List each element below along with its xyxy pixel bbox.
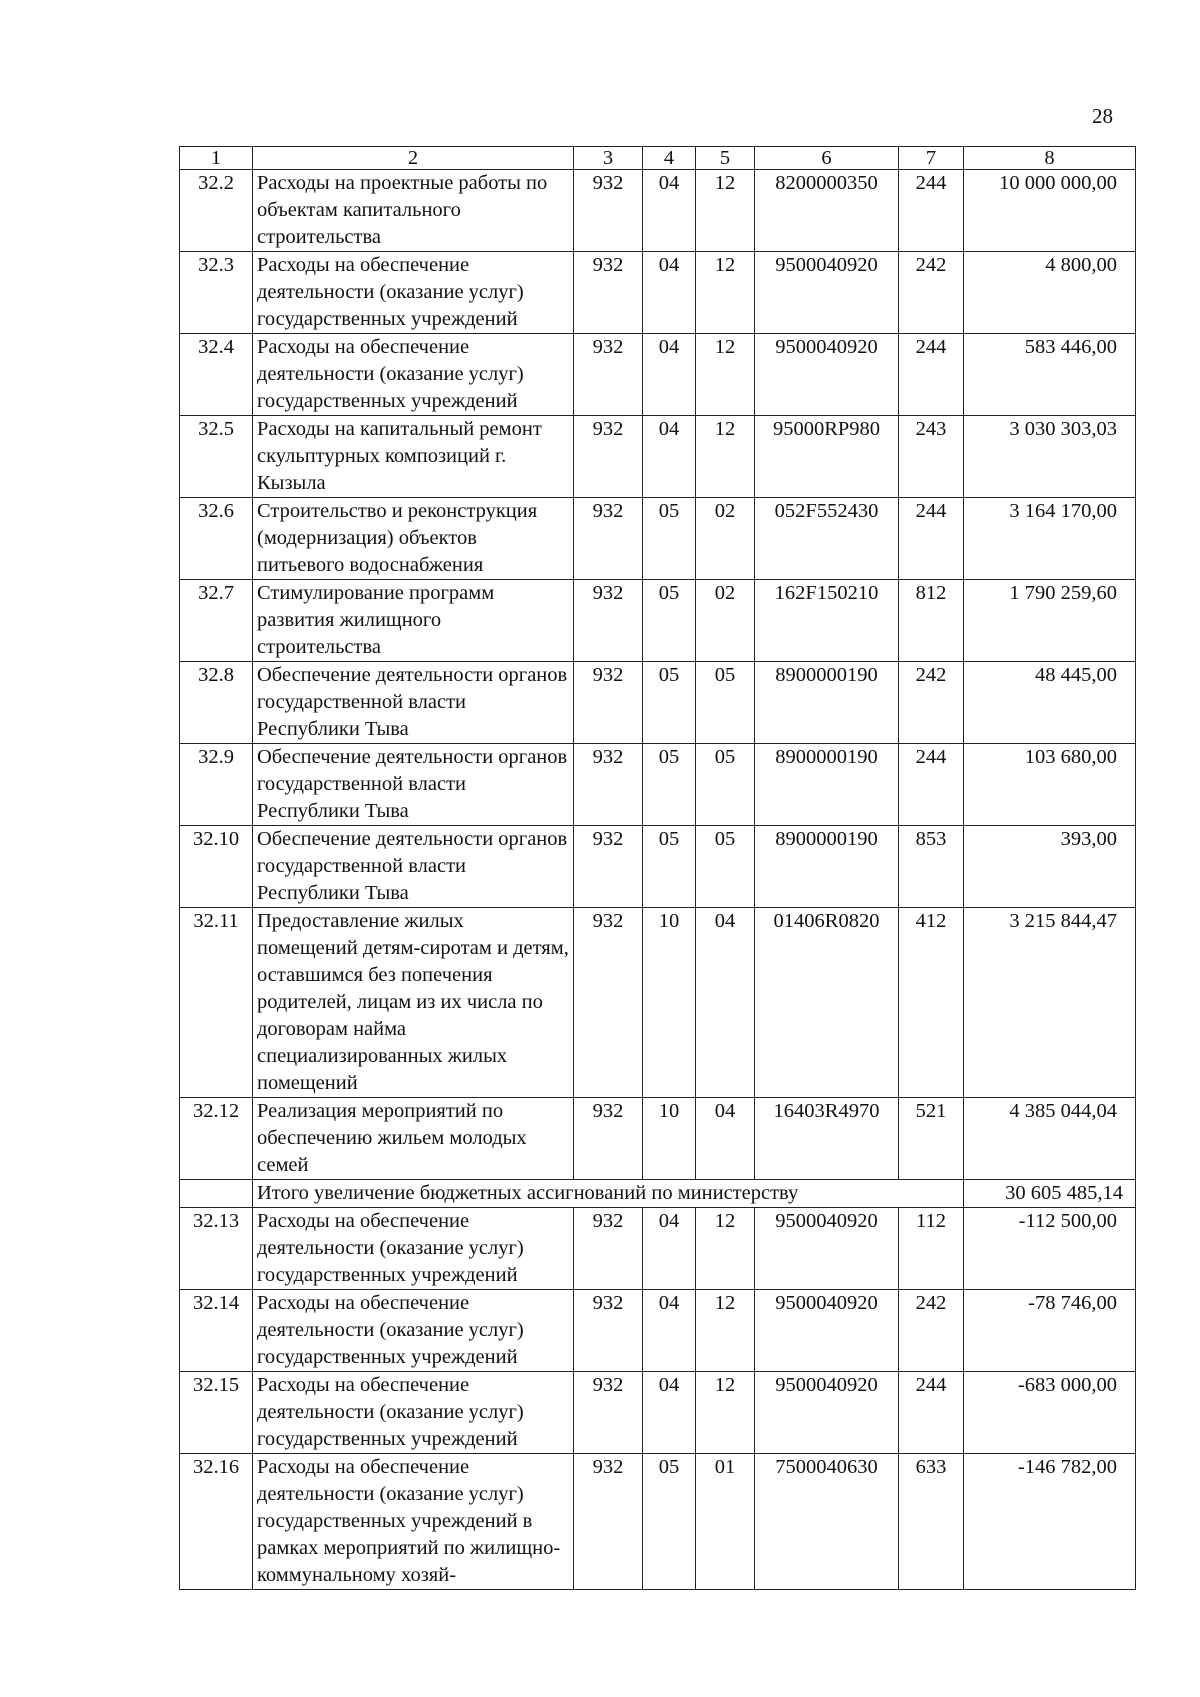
expense-name-cell: Расходы на обеспечение деятельности (оказание услуг) государственных учреждений [253,252,574,334]
row-number-cell: 32.4 [180,334,253,416]
expense-type-cell: 244 [899,334,964,416]
ministry-code-cell: 932 [574,1454,643,1590]
ministry-code-cell: 932 [574,580,643,662]
table-row [180,744,1136,826]
column-header: 1 [180,147,253,170]
expense-name-cell: Обеспечение деятельности органов государственной власти Республики Тыва [253,744,574,826]
section-code-cell: 04 [643,170,696,252]
subsection-code-cell: 05 [696,826,755,908]
ministry-code-cell: 932 [574,826,643,908]
target-article-cell: 9500040920 [755,1208,899,1290]
amount-cell: 4 385 044,04 [964,1098,1136,1180]
amount-cell: 103 680,00 [964,744,1136,826]
target-article-cell: 9500040920 [755,252,899,334]
row-number-cell: 32.14 [180,1290,253,1372]
row-number-cell: 32.3 [180,252,253,334]
expense-type-cell: 633 [899,1454,964,1590]
table-row [180,498,1136,580]
column-header: 2 [253,147,574,170]
subsection-code-cell: 04 [696,1098,755,1180]
expense-type-cell: 244 [899,1372,964,1454]
expense-name-cell: Расходы на обеспечение деятельности (оказание услуг) государственных учреждений [253,334,574,416]
amount-cell: 10 000 000,00 [964,170,1136,252]
page-number: 28 [1092,104,1113,128]
amount-cell: 4 800,00 [964,252,1136,334]
expense-name-cell: Обеспечение деятельности органов государственной власти Республики Тыва [253,662,574,744]
target-article-cell: 7500040630 [755,1454,899,1590]
table-row [180,662,1136,744]
ministry-code-cell: 932 [574,744,643,826]
subsection-code-cell: 12 [696,170,755,252]
target-article-cell: 16403R4970 [755,1098,899,1180]
ministry-code-cell: 932 [574,1098,643,1180]
expense-name-cell: Расходы на капитальный ремонт скульптурных композиций г. Кызыла [253,416,574,498]
expense-type-cell: 853 [899,826,964,908]
section-code-cell: 04 [643,416,696,498]
table-row [180,1290,1136,1372]
table-body [180,147,1136,1590]
expense-type-cell: 412 [899,908,964,1098]
column-header: 7 [899,147,964,170]
table-row [180,252,1136,334]
table-row [180,170,1136,252]
table-row [180,1372,1136,1454]
expense-type-cell: 242 [899,662,964,744]
amount-cell: -683 000,00 [964,1372,1136,1454]
column-header: 3 [574,147,643,170]
expense-name-cell: Расходы на обеспечение деятельности (оказание услуг) государственных учреждений в рамках мероприятий по жилищно-коммунальному хозяй- [253,1454,574,1590]
target-article-cell: 9500040920 [755,334,899,416]
subsection-code-cell: 12 [696,1372,755,1454]
section-code-cell: 10 [643,908,696,1098]
table-row [180,908,1136,1098]
expense-type-cell: 242 [899,1290,964,1372]
expense-type-cell: 242 [899,252,964,334]
ministry-code-cell: 932 [574,252,643,334]
target-article-cell: 8900000190 [755,744,899,826]
column-header: 8 [964,147,1136,170]
expense-type-cell: 244 [899,170,964,252]
target-article-cell: 162F150210 [755,580,899,662]
target-article-cell: 8200000350 [755,170,899,252]
subsection-code-cell: 12 [696,416,755,498]
section-code-cell: 04 [643,334,696,416]
amount-cell: -78 746,00 [964,1290,1136,1372]
ministry-code-cell: 932 [574,1290,643,1372]
subsection-code-cell: 12 [696,1208,755,1290]
target-article-cell: 95000RP980 [755,416,899,498]
subsection-code-cell: 12 [696,252,755,334]
budget-table [179,146,1136,1590]
ministry-code-cell: 932 [574,334,643,416]
ministry-code-cell: 932 [574,662,643,744]
amount-cell: 3 030 303,03 [964,416,1136,498]
expense-name-cell: Расходы на проектные работы по объектам капитального строительства [253,170,574,252]
amount-cell: 583 446,00 [964,334,1136,416]
column-header: 6 [755,147,899,170]
expense-type-cell: 812 [899,580,964,662]
section-code-cell: 05 [643,826,696,908]
target-article-cell: 8900000190 [755,662,899,744]
amount-cell: -146 782,00 [964,1454,1136,1590]
expense-name-cell: Расходы на обеспечение деятельности (оказание услуг) государственных учреждений [253,1372,574,1454]
section-code-cell: 04 [643,1208,696,1290]
expense-name-cell: Предоставление жилых помещений детям-сиротам и детям, оставшимся без попечения родителей, лицам из их числа по договорам найма специализированных жилых помещений [253,908,574,1098]
total-amount: 30 605 485,14 [964,1180,1136,1208]
amount-cell: 3 215 844,47 [964,908,1136,1098]
row-number-cell: 32.12 [180,1098,253,1180]
expense-type-cell: 243 [899,416,964,498]
subsection-code-cell: 01 [696,1454,755,1590]
row-number-cell: 32.6 [180,498,253,580]
expense-name-cell: Обеспечение деятельности органов государственной власти Республики Тыва [253,826,574,908]
subsection-code-cell: 12 [696,1290,755,1372]
column-header: 4 [643,147,696,170]
row-number-cell: 32.10 [180,826,253,908]
ministry-code-cell: 932 [574,908,643,1098]
amount-cell: 48 445,00 [964,662,1136,744]
row-number-cell: 32.15 [180,1372,253,1454]
subsection-code-cell: 12 [696,334,755,416]
total-empty-cell [180,1180,253,1208]
total-row [180,1180,1136,1208]
total-label: Итого увеличение бюджетных ассигнований по министерству [253,1180,964,1208]
expense-name-cell: Расходы на обеспечение деятельности (оказание услуг) государственных учреждений [253,1290,574,1372]
expense-type-cell: 244 [899,498,964,580]
amount-cell: 3 164 170,00 [964,498,1136,580]
section-code-cell: 05 [643,744,696,826]
expense-name-cell: Реализация мероприятий по обеспечению жильем молодых семей [253,1098,574,1180]
section-code-cell: 04 [643,1372,696,1454]
ministry-code-cell: 932 [574,498,643,580]
row-number-cell: 32.9 [180,744,253,826]
target-article-cell: 9500040920 [755,1290,899,1372]
section-code-cell: 05 [643,662,696,744]
table-row [180,334,1136,416]
expense-name-cell: Расходы на обеспечение деятельности (оказание услуг) государственных учреждений [253,1208,574,1290]
target-article-cell: 9500040920 [755,1372,899,1454]
section-code-cell: 10 [643,1098,696,1180]
section-code-cell: 04 [643,252,696,334]
target-article-cell: 01406R0820 [755,908,899,1098]
target-article-cell: 052F552430 [755,498,899,580]
ministry-code-cell: 932 [574,1208,643,1290]
expense-name-cell: Строительство и реконструкция (модернизация) объектов питьевого водоснабжения [253,498,574,580]
table-row [180,416,1136,498]
section-code-cell: 05 [643,580,696,662]
row-number-cell: 32.13 [180,1208,253,1290]
table-row [180,826,1136,908]
row-number-cell: 32.16 [180,1454,253,1590]
table-row [180,580,1136,662]
table-row [180,1098,1136,1180]
section-code-cell: 05 [643,498,696,580]
table-row [180,1454,1136,1590]
table-row [180,1208,1136,1290]
expense-type-cell: 521 [899,1098,964,1180]
ministry-code-cell: 932 [574,416,643,498]
expense-name-cell: Стимулирование программ развития жилищного строительства [253,580,574,662]
subsection-code-cell: 02 [696,580,755,662]
subsection-code-cell: 05 [696,662,755,744]
ministry-code-cell: 932 [574,170,643,252]
subsection-code-cell: 05 [696,744,755,826]
section-code-cell: 04 [643,1290,696,1372]
amount-cell: 393,00 [964,826,1136,908]
row-number-cell: 32.2 [180,170,253,252]
subsection-code-cell: 02 [696,498,755,580]
section-code-cell: 05 [643,1454,696,1590]
row-number-cell: 32.5 [180,416,253,498]
expense-type-cell: 244 [899,744,964,826]
amount-cell: 1 790 259,60 [964,580,1136,662]
subsection-code-cell: 04 [696,908,755,1098]
row-number-cell: 32.8 [180,662,253,744]
expense-type-cell: 112 [899,1208,964,1290]
column-header-row [180,147,1136,170]
column-header: 5 [696,147,755,170]
target-article-cell: 8900000190 [755,826,899,908]
amount-cell: -112 500,00 [964,1208,1136,1290]
row-number-cell: 32.11 [180,908,253,1098]
row-number-cell: 32.7 [180,580,253,662]
ministry-code-cell: 932 [574,1372,643,1454]
